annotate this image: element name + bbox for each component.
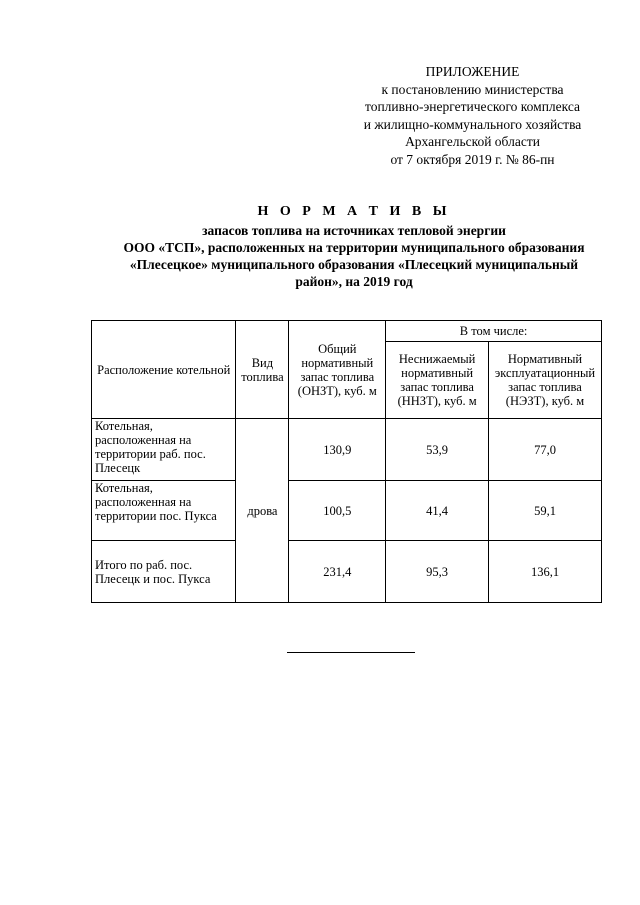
cell-total: 231,4 bbox=[289, 541, 386, 603]
heading-line: район», на 2019 год bbox=[295, 274, 413, 289]
header-fuel-type: Вид топлива bbox=[236, 321, 289, 419]
header-nnzt: Неснижаемый нормативный запас топлива (ННЗТ), куб. м bbox=[386, 342, 489, 419]
cell-total: 130,9 bbox=[289, 419, 386, 481]
cell-location: Котельная, расположенная на территории раб. пос. Плесецк bbox=[92, 419, 236, 481]
appendix-date: от 7 октября 2019 г. № 86-пн bbox=[390, 151, 555, 167]
table-row bbox=[92, 481, 602, 541]
heading-line: запасов топлива на источниках тепловой энергии bbox=[202, 223, 506, 238]
appendix-line: Архангельской области bbox=[405, 134, 540, 149]
header-location: Расположение котельной bbox=[92, 321, 236, 419]
document-heading bbox=[74, 202, 634, 290]
cell-nnzt: 53,9 bbox=[386, 419, 489, 481]
appendix-block bbox=[330, 63, 615, 168]
cell-location: Итого по раб. пос. Плесецк и пос. Пукса bbox=[92, 541, 236, 603]
cell-nnzt: 95,3 bbox=[386, 541, 489, 603]
cell-total: 100,5 bbox=[289, 481, 386, 541]
cell-nnzt: 41,4 bbox=[386, 481, 489, 541]
heading-line: «Плесецкое» муниципального образования «Плесецкий муниципальный bbox=[129, 257, 579, 272]
cell-nezt: 77,0 bbox=[489, 419, 602, 481]
cell-location: Котельная, расположенная на территории пос. Пукса bbox=[92, 481, 236, 541]
document-title: Н О Р М А Т И В Ы bbox=[257, 204, 451, 219]
header-including: В том числе: bbox=[386, 321, 602, 342]
header-nezt: Нормативный эксплуатационный запас топлива (НЭЗТ), куб. м bbox=[489, 342, 602, 419]
appendix-title: ПРИЛОЖЕНИЕ bbox=[425, 64, 520, 79]
cell-fuel-type: дрова bbox=[236, 419, 289, 603]
appendix-line: и жилищно-коммунального хозяйства bbox=[363, 116, 582, 132]
fuel-norms-table bbox=[91, 320, 602, 603]
cell-nezt: 136,1 bbox=[489, 541, 602, 603]
heading-line: ООО «ТСП», расположенных на территории муниципального образования bbox=[123, 240, 585, 255]
header-total-reserve: Общий нормативный запас топлива (ОНЗТ), куб. м bbox=[289, 321, 386, 419]
cell-nezt: 59,1 bbox=[489, 481, 602, 541]
appendix-line: топливно-энергетического комплекса bbox=[364, 99, 581, 114]
end-divider bbox=[287, 652, 415, 653]
appendix-line: к постановлению министерства bbox=[381, 81, 564, 97]
table-row-total bbox=[92, 541, 602, 603]
table-row bbox=[92, 419, 602, 481]
